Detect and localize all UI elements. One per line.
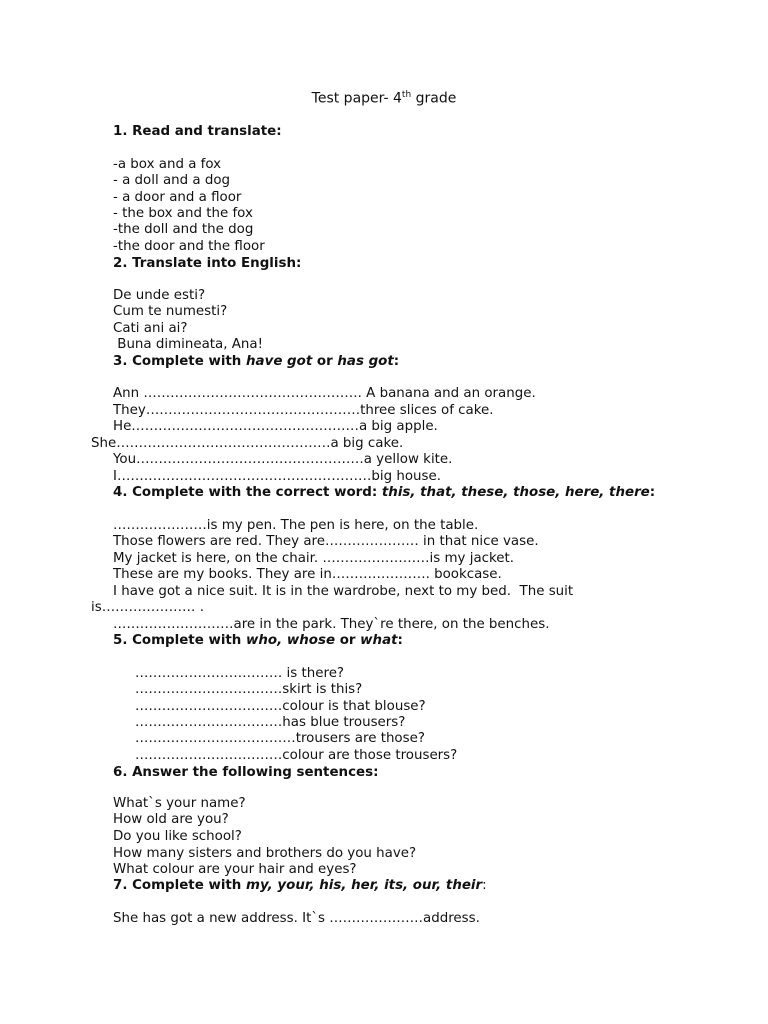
exercise-6-item: What colour are your hair and eyes? bbox=[113, 862, 357, 877]
exercise-3-item: She…………………………………………a big cake. bbox=[91, 436, 404, 451]
exercise-2-item: Cum te numesti? bbox=[113, 304, 228, 319]
exercise-4-item: I have got a nice suit. It is in the wardrobe, next to my bed. The suit bbox=[113, 584, 574, 599]
exercise-1-item: -the doll and the dog bbox=[113, 222, 254, 237]
exercise-4-item: Those flowers are red. They are………………… in that nice vase. bbox=[113, 534, 539, 549]
exercise-5-item: ……………………………colour is that blouse? bbox=[135, 699, 426, 714]
exercise-4-item: is………………… . bbox=[91, 600, 204, 615]
heading-text: : bbox=[393, 354, 400, 369]
exercise-2-heading: 2. Translate into English: bbox=[113, 256, 302, 271]
exercise-1-item: - a doll and a dog bbox=[113, 173, 231, 188]
exercise-1-item: -a box and a fox bbox=[113, 157, 222, 172]
exercise-7-heading bbox=[113, 878, 487, 894]
heading-text: or bbox=[312, 354, 338, 369]
exercise-2-item: Buna dimineata, Ana! bbox=[113, 337, 263, 352]
exercise-1-item: - the box and the fox bbox=[113, 206, 253, 221]
heading-text: 7. Complete with bbox=[113, 878, 247, 893]
exercise-3-item: You……………………………………………a yellow kite. bbox=[113, 452, 453, 467]
exercise-5-item: ……………………………colour are those trousers? bbox=[135, 748, 458, 763]
exercise-2-item: Cati ani ai? bbox=[113, 321, 188, 336]
page-title bbox=[0, 90, 768, 107]
exercise-2-item: De unde esti? bbox=[113, 288, 206, 303]
exercise-6-heading: 6. Answer the following sentences: bbox=[113, 765, 379, 780]
heading-emphasis: have got bbox=[246, 354, 313, 369]
heading-emphasis: who, whose bbox=[246, 633, 336, 648]
exercise-4-heading bbox=[113, 485, 655, 501]
title-text: Test paper- 4 bbox=[311, 90, 402, 107]
heading-text: or bbox=[335, 633, 361, 648]
title-superscript: th bbox=[401, 90, 412, 100]
heading-text: 3. Complete with bbox=[113, 354, 247, 369]
exercise-5-heading bbox=[113, 633, 403, 649]
heading-text: 4. Complete with the correct word: bbox=[113, 485, 382, 500]
exercise-5-item: ………………………………trousers are those? bbox=[135, 731, 425, 746]
exercise-3-item: I…………………………………………………big house. bbox=[113, 469, 441, 484]
heading-text: : bbox=[482, 878, 487, 893]
exercise-4-item: My jacket is here, on the chair. ……………………is my jacket. bbox=[113, 551, 515, 566]
exercise-4-item: ………………………are in the park. They`re there, on the benches. bbox=[113, 617, 550, 632]
exercise-5-item: …………………………… is there? bbox=[135, 666, 345, 681]
exercise-6-item: How old are you? bbox=[113, 812, 229, 827]
exercise-1-item: - a door and a floor bbox=[113, 190, 242, 205]
exercise-4-item: …………………is my pen. The pen is here, on the table. bbox=[113, 518, 479, 533]
exercise-3-heading bbox=[113, 354, 399, 370]
exercise-3-item: He……………………………………………a big apple. bbox=[113, 419, 438, 434]
exercise-6-item: Do you like school? bbox=[113, 829, 242, 844]
heading-text: : bbox=[649, 485, 656, 500]
heading-emphasis: has got bbox=[337, 354, 394, 369]
exercise-3-item: They…………………………………………three slices of cake. bbox=[113, 403, 494, 418]
heading-text: : bbox=[397, 633, 403, 648]
exercise-5-item: ……………………………skirt is this? bbox=[135, 682, 363, 697]
exercise-1-heading: 1. Read and translate: bbox=[113, 124, 282, 139]
exercise-3-item: Ann …………………………………………. A banana and an orange. bbox=[113, 386, 536, 401]
exercise-5-item: ……………………………has blue trousers? bbox=[135, 715, 406, 730]
title-text-end: grade bbox=[411, 90, 457, 107]
exercise-4-item: These are my books. They are in…………………. bookcase. bbox=[113, 567, 502, 582]
exercise-1-item: -the door and the floor bbox=[113, 239, 265, 254]
heading-emphasis: my, your, his, her, its, our, their bbox=[246, 878, 483, 893]
heading-text: 5. Complete with bbox=[113, 633, 247, 648]
exercise-6-item: What`s your name? bbox=[113, 796, 246, 811]
exercise-6-item: How many sisters and brothers do you have? bbox=[113, 846, 417, 861]
exercise-7-item: She has got a new address. It`s …………………address. bbox=[113, 911, 480, 926]
heading-emphasis: what bbox=[360, 633, 398, 648]
heading-emphasis: this, that, these, those, here, there bbox=[381, 485, 650, 500]
